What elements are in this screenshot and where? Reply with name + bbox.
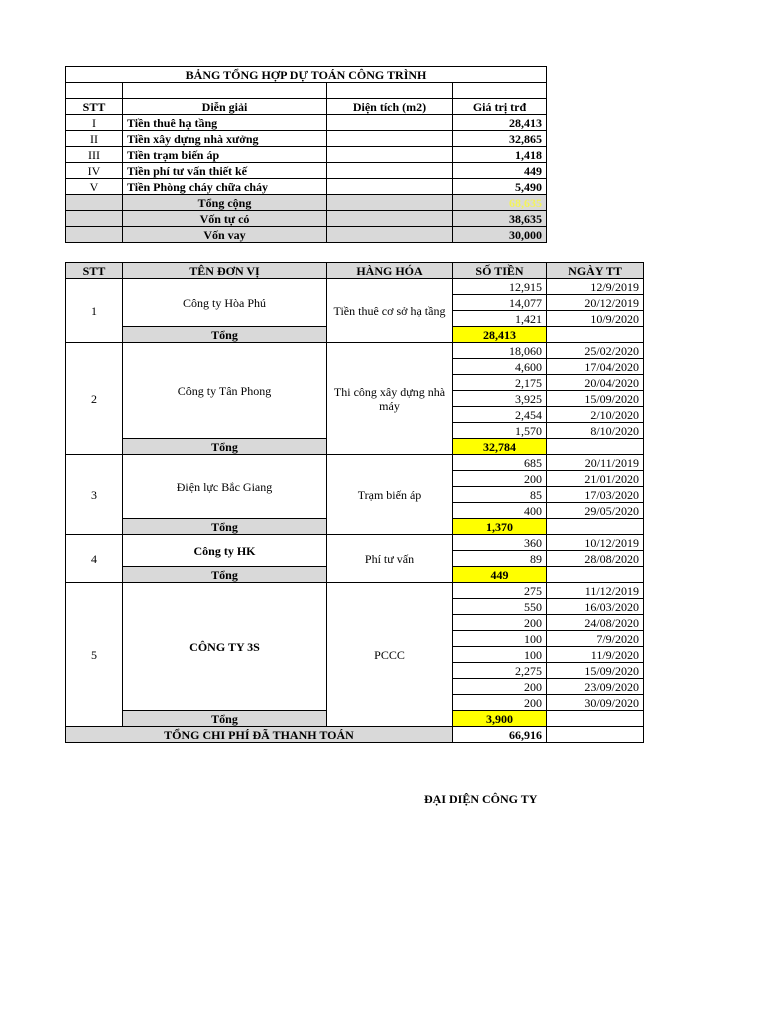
- grand-total-value: 66,916: [453, 727, 547, 743]
- payment-date: 10/9/2020: [547, 311, 644, 327]
- loan-label: Vốn vay: [123, 227, 327, 243]
- unit-name: Điện lực Bắc Giang: [123, 455, 327, 519]
- group-stt: 3: [66, 455, 123, 535]
- payment-amount: 200: [453, 695, 547, 711]
- payment-row: [66, 455, 644, 471]
- row-area: [327, 179, 453, 195]
- payment-amount: 14,077: [453, 295, 547, 311]
- payment-date: 24/08/2020: [547, 615, 644, 631]
- blank-cell: [327, 211, 453, 227]
- payment-date: 20/11/2019: [547, 455, 644, 471]
- payment-date: 20/04/2020: [547, 375, 644, 391]
- row-value: 5,490: [453, 179, 547, 195]
- row-stt: II: [66, 131, 123, 147]
- blank-cell: [66, 227, 123, 243]
- group-total-label: Tổng: [123, 519, 327, 535]
- group-total-label: Tổng: [123, 327, 327, 343]
- grand-total-label: TỔNG CHI PHÍ ĐÃ THANH TOÁN: [66, 727, 453, 743]
- payment-date: 25/02/2020: [547, 343, 644, 359]
- blank-cell: [547, 519, 644, 535]
- group-total-value: 32,784: [453, 439, 547, 455]
- goods-description: Phí tư vấn: [327, 535, 453, 583]
- summary-row: [66, 131, 547, 147]
- group-total-label: Tổng: [123, 567, 327, 583]
- payment-amount: 100: [453, 647, 547, 663]
- payment-date: 2/10/2020: [547, 407, 644, 423]
- payment-date: 23/09/2020: [547, 679, 644, 695]
- summary-header-row: [66, 99, 547, 115]
- payment-row: [66, 583, 644, 599]
- payment-date: 15/09/2020: [547, 391, 644, 407]
- payment-date: 20/12/2019: [547, 295, 644, 311]
- blank-cell: [66, 195, 123, 211]
- summary-row: [66, 179, 547, 195]
- blank-cell: [547, 711, 644, 727]
- payment-amount: 89: [453, 551, 547, 567]
- payment-date: 12/9/2019: [547, 279, 644, 295]
- payment-amount: 685: [453, 455, 547, 471]
- summary-row: [66, 163, 547, 179]
- row-stt: V: [66, 179, 123, 195]
- payment-amount: 2,175: [453, 375, 547, 391]
- blank-cell: [547, 567, 644, 583]
- payment-amount: 85: [453, 487, 547, 503]
- payment-date: 10/12/2019: [547, 535, 644, 551]
- detail-column-header: STT: [66, 263, 123, 279]
- unit-name: Công ty Tân Phong: [123, 343, 327, 439]
- blank-cell: [547, 327, 644, 343]
- payment-date: 11/12/2019: [547, 583, 644, 599]
- row-area: [327, 163, 453, 179]
- payment-amount: 18,060: [453, 343, 547, 359]
- blank-cell: [66, 211, 123, 227]
- payment-amount: 400: [453, 503, 547, 519]
- row-area: [327, 131, 453, 147]
- payment-amount: 200: [453, 679, 547, 695]
- row-value: 32,865: [453, 131, 547, 147]
- payment-amount: 550: [453, 599, 547, 615]
- payment-row: [66, 279, 644, 295]
- row-value: 28,413: [453, 115, 547, 131]
- payment-date: 17/03/2020: [547, 487, 644, 503]
- payment-row: [66, 343, 644, 359]
- group-stt: 5: [66, 583, 123, 727]
- group-total-value: 3,900: [453, 711, 547, 727]
- blank-cell: [66, 83, 123, 99]
- group-stt: 2: [66, 343, 123, 455]
- detail-column-header: SỐ TIỀN: [453, 263, 547, 279]
- blank-cell: [547, 727, 644, 743]
- payment-amount: 4,600: [453, 359, 547, 375]
- summary-table: [65, 66, 547, 243]
- row-stt: IV: [66, 163, 123, 179]
- row-value: 1,418: [453, 147, 547, 163]
- payment-amount: 200: [453, 615, 547, 631]
- payment-amount: 1,421: [453, 311, 547, 327]
- payment-amount: 200: [453, 471, 547, 487]
- payment-date: 11/9/2020: [547, 647, 644, 663]
- payment-amount: 275: [453, 583, 547, 599]
- blank-cell: [547, 439, 644, 455]
- summary-total-label: Tổng cộng: [123, 195, 327, 211]
- payment-date: 21/01/2020: [547, 471, 644, 487]
- payment-detail-table: [65, 262, 644, 743]
- payment-date: 17/04/2020: [547, 359, 644, 375]
- blank-cell: [327, 195, 453, 211]
- payment-amount: 12,915: [453, 279, 547, 295]
- row-area: [327, 115, 453, 131]
- group-total-label: Tổng: [123, 439, 327, 455]
- payment-amount: 1,570: [453, 423, 547, 439]
- row-stt: I: [66, 115, 123, 131]
- equity-label: Vốn tự có: [123, 211, 327, 227]
- loan-value: 30,000: [453, 227, 547, 243]
- payment-date: 29/05/2020: [547, 503, 644, 519]
- group-total-value: 28,413: [453, 327, 547, 343]
- signature-label: ĐẠI DIỆN CÔNG TY: [424, 792, 538, 806]
- summary-column-header: STT: [66, 99, 123, 115]
- payment-date: 7/9/2020: [547, 631, 644, 647]
- detail-header-row: [66, 263, 644, 279]
- payment-date: 8/10/2020: [547, 423, 644, 439]
- summary-column-header: Giá trị trđ: [453, 99, 547, 115]
- summary-row: [66, 147, 547, 163]
- summary-column-header: Diện tích (m2): [327, 99, 453, 115]
- group-stt: 4: [66, 535, 123, 583]
- blank-cell: [327, 227, 453, 243]
- group-total-value: 1,370: [453, 519, 547, 535]
- payment-amount: 100: [453, 631, 547, 647]
- equity-value: 38,635: [453, 211, 547, 227]
- row-description: Tiền xây dựng nhà xưởng: [123, 131, 327, 147]
- group-total-value: 449: [453, 567, 547, 583]
- unit-name: Công ty HK: [123, 535, 327, 567]
- blank-cell: [327, 83, 453, 99]
- group-total-label: Tổng: [123, 711, 327, 727]
- detail-column-header: HÀNG HÓA: [327, 263, 453, 279]
- unit-name: Công ty Hòa Phú: [123, 279, 327, 327]
- payment-amount: 3,925: [453, 391, 547, 407]
- payment-amount: 2,275: [453, 663, 547, 679]
- row-value: 449: [453, 163, 547, 179]
- summary-column-header: Diễn giải: [123, 99, 327, 115]
- goods-description: PCCC: [327, 583, 453, 727]
- goods-description: Thi công xây dựng nhà máy: [327, 343, 453, 455]
- summary-total-value: 68,635: [453, 195, 547, 211]
- goods-description: Tiền thuê cơ sở hạ tầng: [327, 279, 453, 343]
- blank-cell: [123, 83, 327, 99]
- payment-date: 15/09/2020: [547, 663, 644, 679]
- blank-cell: [453, 83, 547, 99]
- summary-title: BẢNG TỔNG HỢP DỰ TOÁN CÔNG TRÌNH: [66, 67, 547, 83]
- row-stt: III: [66, 147, 123, 163]
- row-area: [327, 147, 453, 163]
- payment-date: 28/08/2020: [547, 551, 644, 567]
- row-description: Tiền trạm biến áp: [123, 147, 327, 163]
- group-stt: 1: [66, 279, 123, 343]
- payment-date: 16/03/2020: [547, 599, 644, 615]
- goods-description: Trạm biến áp: [327, 455, 453, 535]
- detail-column-header: TÊN ĐƠN VỊ: [123, 263, 327, 279]
- row-description: Tiền Phòng cháy chữa cháy: [123, 179, 327, 195]
- payment-amount: 2,454: [453, 407, 547, 423]
- payment-amount: 360: [453, 535, 547, 551]
- summary-row: [66, 115, 547, 131]
- payment-row: [66, 535, 644, 551]
- unit-name: CÔNG TY 3S: [123, 583, 327, 711]
- row-description: Tiền thuê hạ tầng: [123, 115, 327, 131]
- payment-date: 30/09/2020: [547, 695, 644, 711]
- detail-column-header: NGÀY TT: [547, 263, 644, 279]
- row-description: Tiền phí tư vấn thiết kế: [123, 163, 327, 179]
